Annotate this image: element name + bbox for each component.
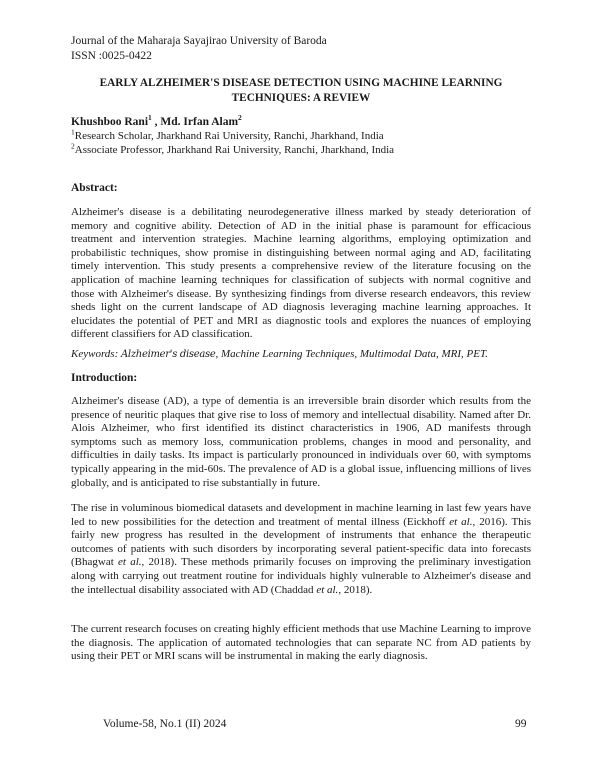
keyword-first: Alzheimer's disease — [121, 349, 216, 360]
author-1: Khushboo Rani — [71, 116, 149, 128]
author-separator: , — [151, 116, 161, 128]
journal-issn: ISSN :0025-0422 — [71, 50, 152, 62]
paper-title: EARLY ALZHEIMER'S DISEASE DETECTION USING MACHINE LEARNING TECHNIQUES: A REVIEW — [99, 77, 503, 104]
affiliation-1 — [71, 129, 394, 143]
affiliation-2-sup: 2 — [71, 141, 75, 151]
author-2-sup: 2 — [238, 113, 242, 123]
keywords-rest: , Machine Learning Techniques, Multimodal Data, MRI, PET. — [215, 348, 488, 360]
intro-paragraph-3: The current research focuses on creating highly efficient methods that use Machine Learning to improve the diagnosis. The application of automated technologies that can separate NC from AD patients by using their PET or MRI scans will be instrumental in making the early diagnosis. — [71, 623, 531, 663]
intro-p2-part-a: The rise in voluminous biomedical datasets and development in machine learning in last few years have led to new possibilities for the detection and treatment of mental illness (Eickhoff — [71, 502, 531, 528]
intro-p2-etal-2: et al. — [118, 556, 142, 569]
journal-header — [71, 34, 327, 64]
intro-p2-etal-1: et al. — [449, 515, 473, 528]
intro-paragraph-1: Alzheimer's disease (AD), a type of dementia is an irreversible brain disorder which results from the presence of neuritic plaques that give rise to loss of memory and intellectual disability. Named after Dr. Alois Alzheimer, who first identified its distinct characteristics in 1906, AD manifests through symptoms such as memory loss, communication problems, changes in mood and personality, and difficulties in daily tasks. Its impact is particularly pronounced in individuals over 60, with symptoms typically appearing in the mid-60s. The prevalence of AD is a global issue, influencing millions of lives globally, and is anticipated to rise substantially in future. — [71, 395, 531, 489]
affiliation-1-sup: 1 — [71, 127, 75, 137]
intro-p2-part-b: , 2016). This fairly new progress has resulted in the development of instruments that enhance the therapeutic outcomes of patients with such disorders by incorporating several patient-specific data into forecasts (Bhagwat — [71, 515, 531, 569]
footer-volume: Volume-58, No.1 (II) 2024 — [103, 718, 227, 730]
intro-paragraph-2 — [71, 502, 531, 597]
affiliation-1-text: Research Scholar, Jharkhand Rai University, Ranchi, Jharkhand, India — [74, 130, 384, 142]
author-2: Md. Irfan Alam — [160, 116, 239, 128]
affiliation-2-text: Associate Professor, Jharkhand Rai University, Ranchi, Jharkhand, India — [74, 144, 395, 156]
abstract-text: Alzheimer's disease is a debilitating neurodegenerative illness marked by steady deterioration of memory and cognitive ability. Detection of AD in the initial phase is paramount for efficacious treatment and intervention strategies. Machine learning algorithms, employing optimization and probabilistic techniques, show promise in distinguishing between normal aging and AD, facilitating timely intervention. This study presents a comprehensive review of the literature focusing on the application of machine learning techniques for classification of subjects with normal cognitive and those with Alzheimer's disease. By synthesizing findings from diverse research endeavors, this review sheds light on the current landscape of AD diagnosis leveraging machine learning approaches. It elucidates the potential of PET and MRI as diagnostic tools and explores the nuances of employing different classifiers for AD classification. — [71, 206, 531, 341]
footer-page-number: 99 — [515, 718, 527, 730]
author-names — [71, 115, 394, 129]
intro-p2-part-c: , 2018). These methods primarily focuses on improving the preliminary investigation along with carrying out treatment routine for individuals highly vulnerable to Alzheimer's disease and the intellectual disability associated with AD (Chaddad — [71, 556, 532, 596]
keywords-label: Keywords: — [71, 348, 119, 360]
intro-p2-etal-3: et al. — [316, 583, 339, 596]
author-block — [71, 115, 394, 157]
keywords-line — [71, 348, 541, 360]
author-1-sup: 1 — [148, 113, 152, 123]
journal-name: Journal of the Maharaja Sayajirao University of Baroda — [71, 35, 327, 47]
introduction-heading: Introduction: — [71, 372, 138, 384]
abstract-heading: Abstract: — [71, 182, 118, 194]
affiliation-2 — [71, 143, 394, 157]
intro-p2-part-d: , 2018). — [338, 583, 373, 596]
